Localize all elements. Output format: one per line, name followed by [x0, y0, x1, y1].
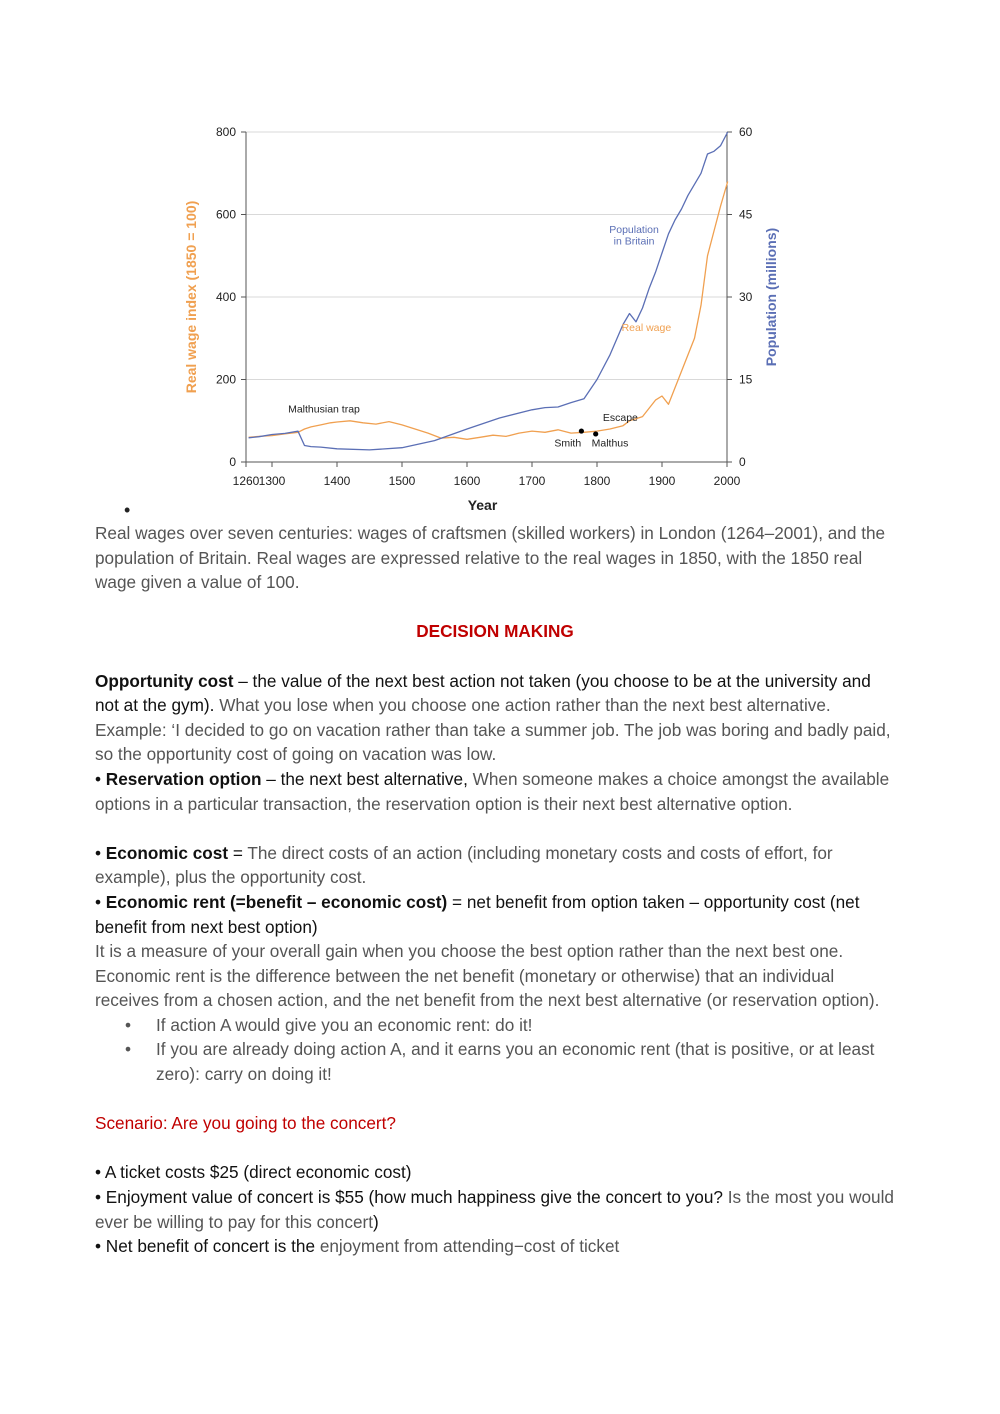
y-tick-label-right: 0	[739, 455, 746, 469]
y-axis-title-right: Population (millions)	[763, 227, 779, 367]
series	[249, 132, 728, 450]
document-body	[95, 521, 895, 1259]
x-tick-label: 2000	[713, 474, 741, 488]
y-tick-label-left: 400	[215, 290, 236, 304]
event-marker	[593, 431, 598, 436]
reservation-option-definition: – the next best alternative,	[261, 768, 473, 789]
annotation-malthus: Malthus	[591, 437, 629, 450]
event-marker	[579, 428, 584, 433]
opportunity-cost-term: Opportunity cost	[95, 670, 234, 691]
x-tick-label: 1800	[583, 474, 611, 488]
reservation-option-explanation: When someone makes a choice amongst the available options in a particular transaction, the reservation option is their next best alternative option.	[95, 768, 890, 814]
scenario-enjoyment-value	[95, 1185, 895, 1234]
wage-population-chart	[170, 118, 810, 518]
bullet: •	[95, 891, 106, 912]
annotation-population: Population	[609, 224, 659, 237]
y-tick-label-right: 60	[739, 125, 753, 139]
x-tick-label: 1900	[648, 474, 676, 488]
y-tick-label-right: 30	[739, 290, 753, 304]
x-tick-label: 1260	[232, 474, 260, 488]
list-item: • If action A would give you an economic rent: do it!	[95, 1013, 895, 1038]
scenario-heading: Scenario: Are you going to the concert?	[95, 1113, 396, 1134]
opportunity-cost-paragraph	[95, 669, 895, 767]
list-bullet: •	[124, 500, 131, 520]
economic-cost-paragraph	[95, 841, 895, 890]
economic-rent-paragraph	[95, 890, 895, 939]
y-axis-title-left: Real wage index (1850 = 100)	[183, 200, 199, 394]
scenario-net-benefit	[95, 1234, 895, 1259]
y-tick-label-right: 15	[739, 372, 753, 387]
axes	[241, 132, 732, 467]
x-tick-label: 1400	[323, 474, 351, 488]
economic-rent-definition: = net benefit from option taken – opportunity cost (net benefit from next best option)	[95, 891, 860, 937]
section-heading: DECISION MAKING	[416, 621, 574, 642]
labels	[183, 125, 779, 513]
economic-cost-term: Economic cost	[105, 842, 229, 863]
list-item: • If you are already doing action A, and it earns you an economic rent (that is positive, or at least zero): carry on doing it!	[95, 1037, 895, 1086]
net-benefit-text: • Net benefit of concert is the	[95, 1236, 320, 1257]
series-line	[249, 182, 728, 440]
economic-rent-term: Economic rent (=benefit – economic cost)	[105, 891, 448, 912]
x-tick-label: 1500	[388, 474, 416, 488]
bullet: •	[95, 842, 106, 863]
net-benefit-formula: enjoyment from attending−cost of ticket	[319, 1236, 620, 1257]
annotation-escape: Escape	[602, 411, 638, 424]
y-tick-label-right: 45	[739, 207, 753, 222]
annotation-population: in Britain	[613, 235, 655, 248]
closing-paren: )	[373, 1211, 379, 1232]
annotation-smith: Smith	[554, 437, 582, 450]
x-tick-label: 1700	[518, 474, 546, 488]
equals-sign: =	[228, 842, 248, 863]
opportunity-cost-definition: – the value of the next best action not taken (you choose to be at the university and not at the gym).	[95, 670, 871, 716]
y-tick-label-left: 800	[215, 125, 236, 139]
y-tick-label-left: 600	[215, 207, 236, 222]
x-axis-title: Year	[467, 497, 498, 513]
series-line	[249, 132, 728, 450]
enjoyment-explanation: Is the most you would ever be willing to pay for this concert	[95, 1187, 894, 1232]
annotation-real-wage: Real wage	[621, 321, 672, 334]
decision-rules-list	[95, 1013, 895, 1087]
chart-caption: Real wages over seven centuries: wages of craftsmen (skilled workers) in London (1264–2001), and the population of Britain. Real wages are expressed relative to the real wages in 1850, with the 1850 real wage given a value of 100.	[95, 523, 886, 593]
x-tick-label: 1600	[453, 474, 481, 488]
enjoyment-text: • Enjoyment value of concert is $55 (how much happiness give the concert to you?	[95, 1187, 728, 1208]
x-tick-label: 1300	[258, 474, 286, 488]
reservation-option-term: Reservation option	[105, 768, 262, 789]
bullet: •	[95, 768, 106, 789]
reservation-option-paragraph	[95, 767, 895, 816]
opportunity-cost-explanation: What you lose when you choose one action rather than the next best alternative. Example: ‘I decided to go on vacation rather than take a summer job. The job was boring and badly paid, so the opportunity cost of going on vacation was low.	[95, 695, 891, 765]
scenario-ticket-cost: • A ticket costs $25 (direct economic cost)	[95, 1162, 412, 1183]
y-tick-label-left: 200	[215, 372, 236, 387]
y-tick-label-left: 0	[229, 455, 236, 469]
annotation-malthusian-trap: Malthusian trap	[288, 403, 360, 416]
economic-cost-definition: The direct costs of an action (including monetary costs and costs of effort, for example), plus the opportunity cost.	[95, 842, 833, 888]
economic-rent-explanation: It is a measure of your overall gain when you choose the best option rather than the next best one. Economic rent is the difference between the net benefit (monetary or otherwise) that an individual receives from a chosen action, and the net benefit from the next best alternative (or reservation option).	[95, 941, 880, 1011]
